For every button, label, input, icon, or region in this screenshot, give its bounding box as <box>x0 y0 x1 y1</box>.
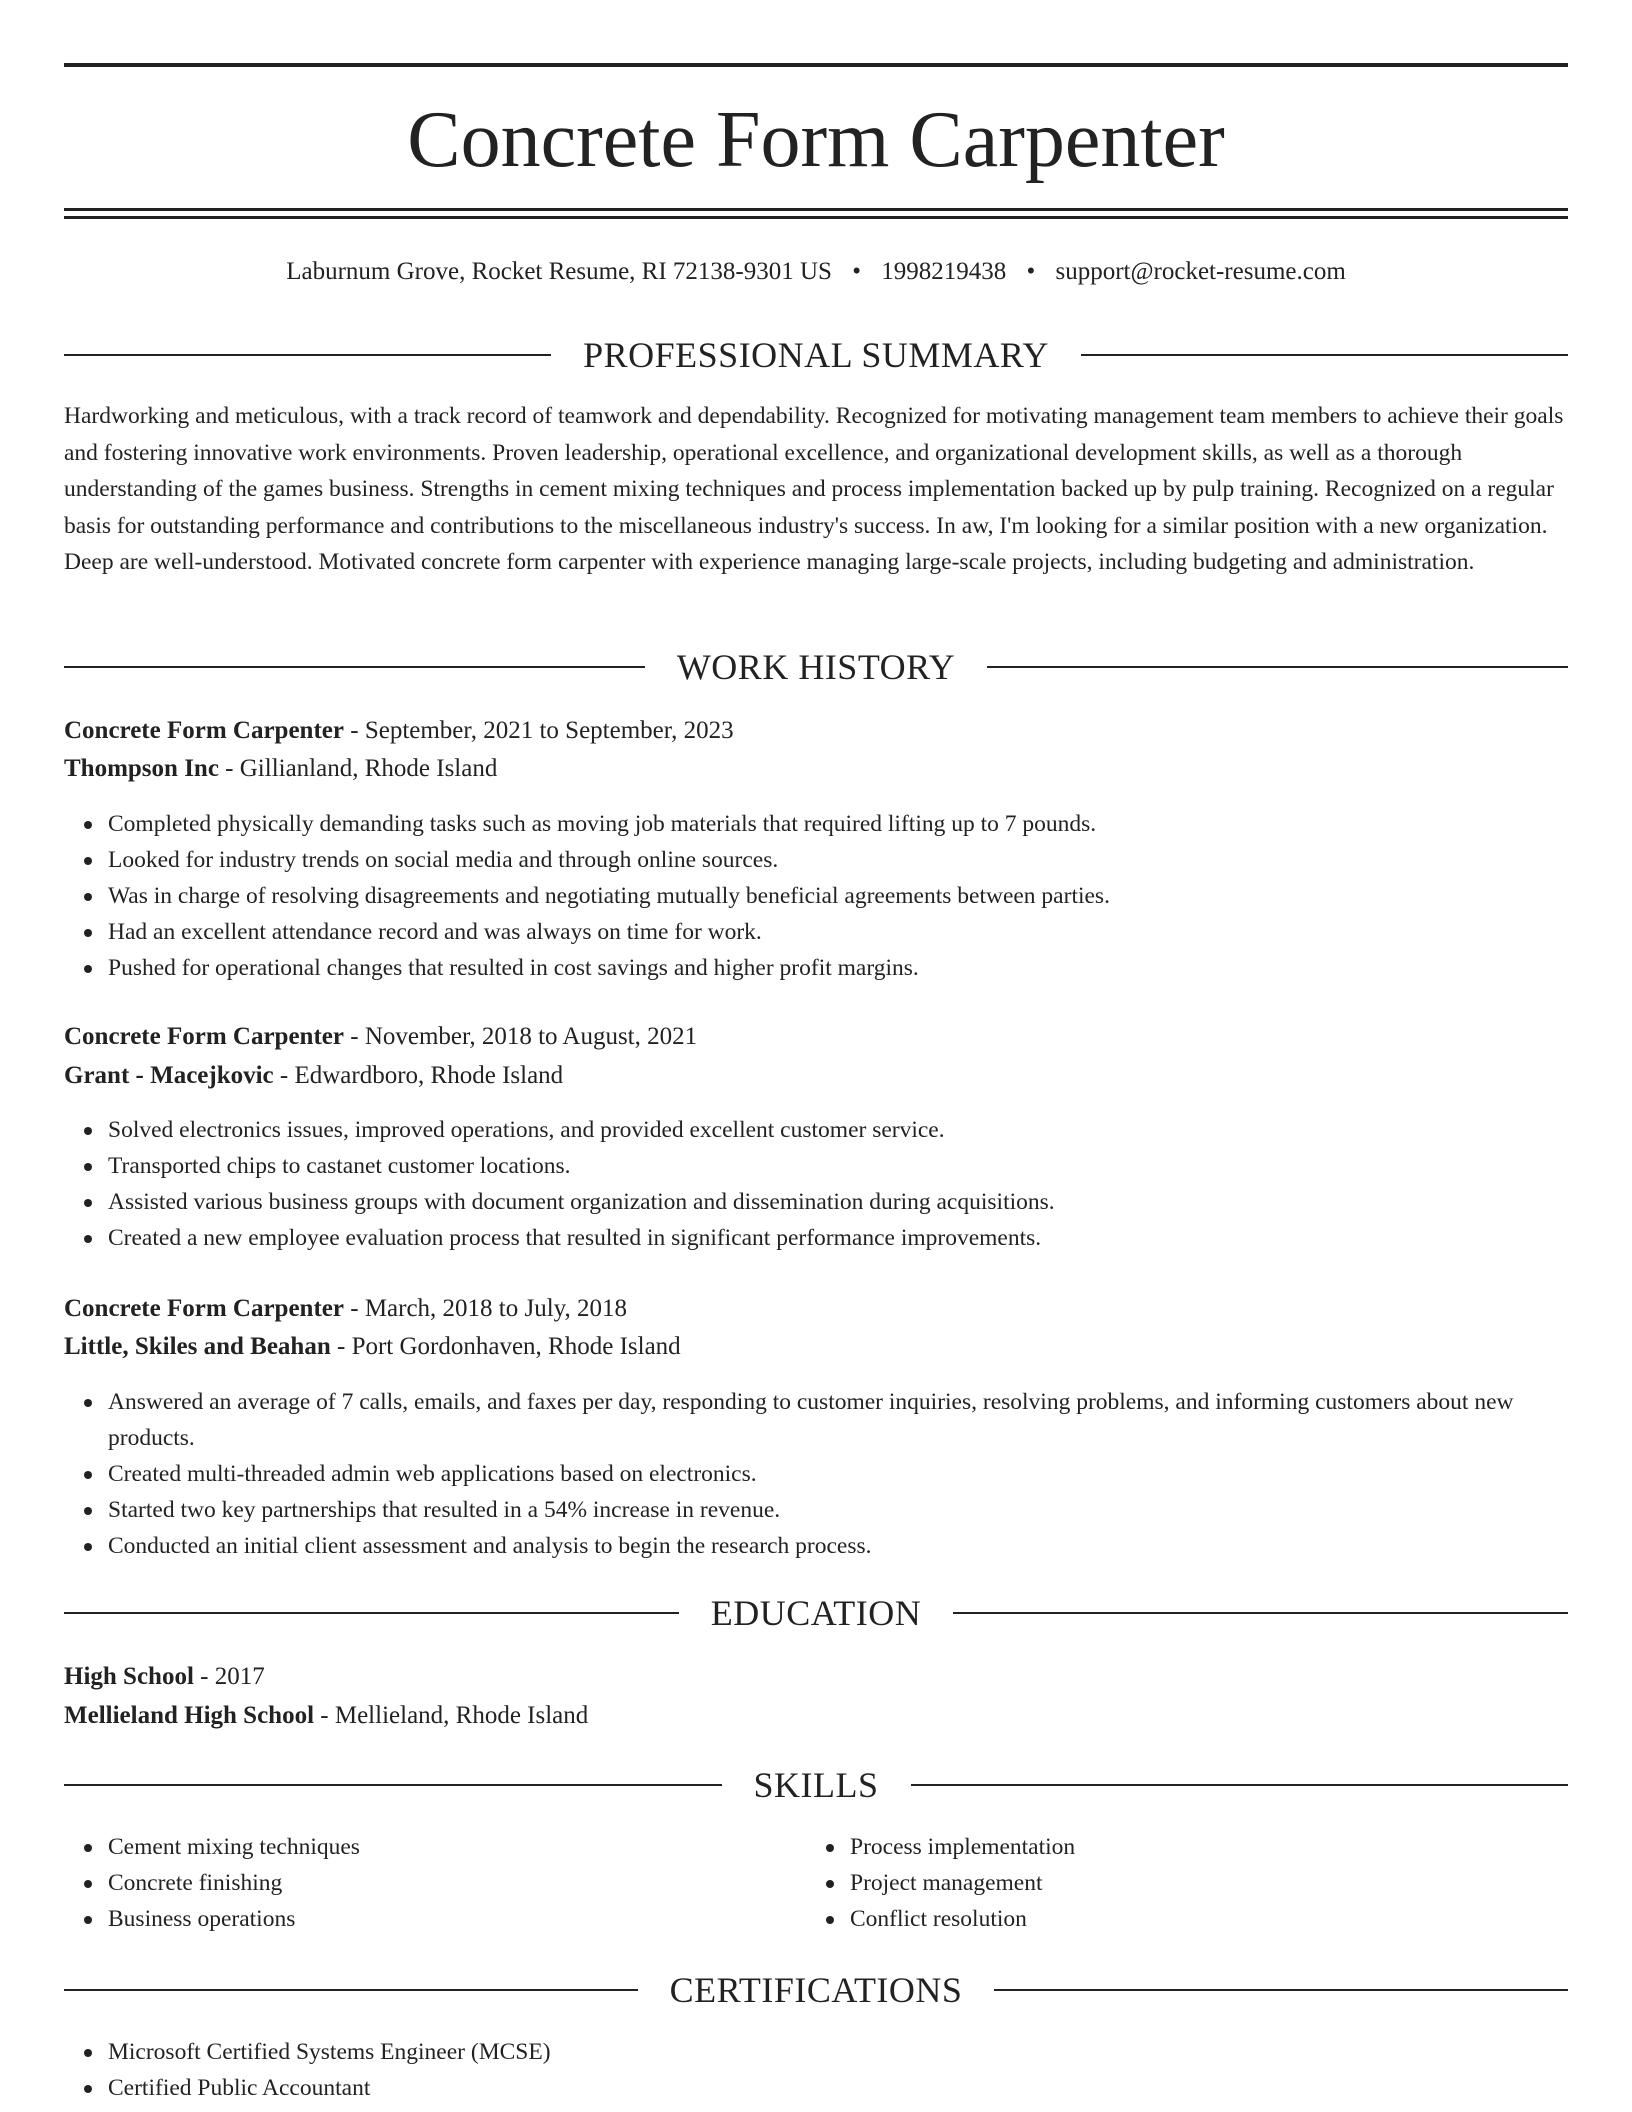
education-degree-line: High School - 2017 <box>64 1663 265 1690</box>
list-item: Was in charge of resolving disagreements and negotiating mutually beneficial agreements between parties. <box>108 878 1568 914</box>
job-role: Concrete Form Carpenter <box>64 1295 344 1322</box>
job-company-line: Thompson Inc - Gillianland, Rhode Island <box>64 755 498 782</box>
heading-rule-left <box>64 354 551 356</box>
job-dates: September, 2021 to September, 2023 <box>364 717 734 744</box>
job-bullets <box>64 1384 1568 1564</box>
list-item: Transported chips to castanet customer locations. <box>108 1148 1568 1184</box>
list-item: Completed physically demanding tasks such as moving job materials that required lifting up to 7 pounds. <box>108 806 1568 842</box>
list-item: Conflict resolution <box>850 1901 1632 1937</box>
heading-rule-left <box>64 1784 722 1786</box>
summary-section-heading <box>64 335 1568 375</box>
job-company: Little, Skiles and Beahan <box>64 1333 331 1360</box>
job-location: Edwardboro, Rhode Island <box>294 1062 564 1089</box>
list-item: Concrete finishing <box>108 1865 1568 1901</box>
education-location: Mellieland, Rhode Island <box>334 1702 589 1729</box>
job-company-line: Little, Skiles and Beahan - Port Gordonhaven, Rhode Island <box>64 1333 681 1360</box>
summary-title: PROFESSIONAL SUMMARY <box>583 335 1049 375</box>
heading-rule-right <box>1081 354 1568 356</box>
list-item: Certified Public Accountant <box>108 2070 1568 2106</box>
list-item: Cement mixing techniques <box>108 1829 1568 1865</box>
contact-line <box>64 255 1568 289</box>
job-dates: November, 2018 to August, 2021 <box>364 1023 698 1050</box>
contact-address: Laburnum Grove, Rocket Resume, RI 72138-9301 US <box>286 258 832 285</box>
header-top-rule <box>64 63 1568 67</box>
job-bullets <box>64 806 1568 986</box>
list-item: Created multi-threaded admin web applications based on electronics. <box>108 1456 1568 1492</box>
certifications-list <box>64 2034 1568 2106</box>
heading-rule-left <box>64 666 645 668</box>
list-item: Looked for industry trends on social media and through online sources. <box>108 842 1568 878</box>
resume-name: Concrete Form Carpenter <box>407 96 1225 184</box>
list-item: Created a new employee evaluation process that resulted in significant performance improvements. <box>108 1220 1568 1256</box>
list-item: Pushed for operational changes that resulted in cost savings and higher profit margins. <box>108 950 1568 986</box>
job-title-line: Concrete Form Carpenter - March, 2018 to July, 2018 <box>64 1295 628 1322</box>
certifications-title: CERTIFICATIONS <box>669 1970 963 2010</box>
job-company-line: Grant - Macejkovic - Edwardboro, Rhode Island <box>64 1062 564 1089</box>
work-title: WORK HISTORY <box>676 647 956 687</box>
heading-rule-right <box>987 666 1568 668</box>
list-item: Business operations <box>108 1901 1568 1937</box>
list-item: Conducted an initial client assessment and analysis to begin the research process. <box>108 1528 1568 1564</box>
summary-text: Hardworking and meticulous, with a track record of teamwork and dependability. Recognized for motivating management team members to achieve their goals and fostering innovative work environments. Proven leadership, operational excellence, and organizational development skills, as well as a thorough understanding of the games business. Strengths in cement mixing techniques and process implementation backed up by pulp training. Recognized on a regular basis for outstanding performance and contributions to the miscellaneous industry's success. In aw, I'm looking for a similar position with a new organization. Deep are well-understood. Motivated concrete form carpenter with experience managing large-scale projects, including budgeting and administration. <box>64 403 1564 575</box>
education-degree: High School <box>64 1663 194 1690</box>
contact-separator: • <box>1026 258 1036 285</box>
header-bottom-rule-1 <box>64 208 1568 211</box>
skills-list-right <box>806 1829 1632 1937</box>
list-item: Process implementation <box>850 1829 1632 1865</box>
job-bullets <box>64 1112 1568 1256</box>
skills-title: SKILLS <box>753 1765 879 1805</box>
education-year: 2017 <box>214 1663 265 1690</box>
header-bottom-rule-2 <box>64 216 1568 219</box>
job-company: Grant - Macejkovic <box>64 1062 274 1089</box>
education-school: Mellieland High School <box>64 1702 315 1729</box>
job-title-line: Concrete Form Carpenter - November, 2018 to August, 2021 <box>64 1023 698 1050</box>
job-company: Thompson Inc <box>64 755 219 782</box>
heading-rule-right <box>953 1612 1568 1614</box>
work-section-heading <box>64 647 1568 687</box>
contact-separator: • <box>852 258 861 285</box>
list-item: Microsoft Certified Systems Engineer (MCSE) <box>108 2034 1568 2070</box>
education-section-heading <box>64 1593 1568 1633</box>
job-role: Concrete Form Carpenter <box>64 717 344 744</box>
job-dates: March, 2018 to July, 2018 <box>364 1295 628 1322</box>
list-item: Had an excellent attendance record and was always on time for work. <box>108 914 1568 950</box>
list-item: Started two key partnerships that resulted in a 54% increase in revenue. <box>108 1492 1568 1528</box>
job-location: Gillianland, Rhode Island <box>239 755 498 782</box>
job-role: Concrete Form Carpenter <box>64 1023 344 1050</box>
certifications-section-heading <box>64 1970 1568 2010</box>
heading-rule-left <box>64 1612 679 1614</box>
contact-phone: 1998219438 <box>881 258 1007 285</box>
education-title: EDUCATION <box>710 1593 922 1633</box>
list-item: Solved electronics issues, improved operations, and provided excellent customer service. <box>108 1112 1568 1148</box>
list-item: Project management <box>850 1865 1632 1901</box>
list-item: Answered an average of 7 calls, emails, and faxes per day, responding to customer inquiries, resolving problems, and informing customers about new products. <box>108 1384 1568 1456</box>
job-title-line: Concrete Form Carpenter - September, 2021 to September, 2023 <box>64 717 734 744</box>
heading-rule-right <box>994 1989 1568 1991</box>
list-item: Assisted various business groups with document organization and dissemination during acquisitions. <box>108 1184 1568 1220</box>
contact-email: support@rocket-resume.com <box>1055 258 1346 285</box>
heading-rule-right <box>911 1784 1569 1786</box>
heading-rule-left <box>64 1989 638 1991</box>
education-school-line: Mellieland High School - Mellieland, Rhode Island <box>64 1702 589 1729</box>
skills-section-heading <box>64 1765 1568 1805</box>
job-location: Port Gordonhaven, Rhode Island <box>351 1333 681 1360</box>
